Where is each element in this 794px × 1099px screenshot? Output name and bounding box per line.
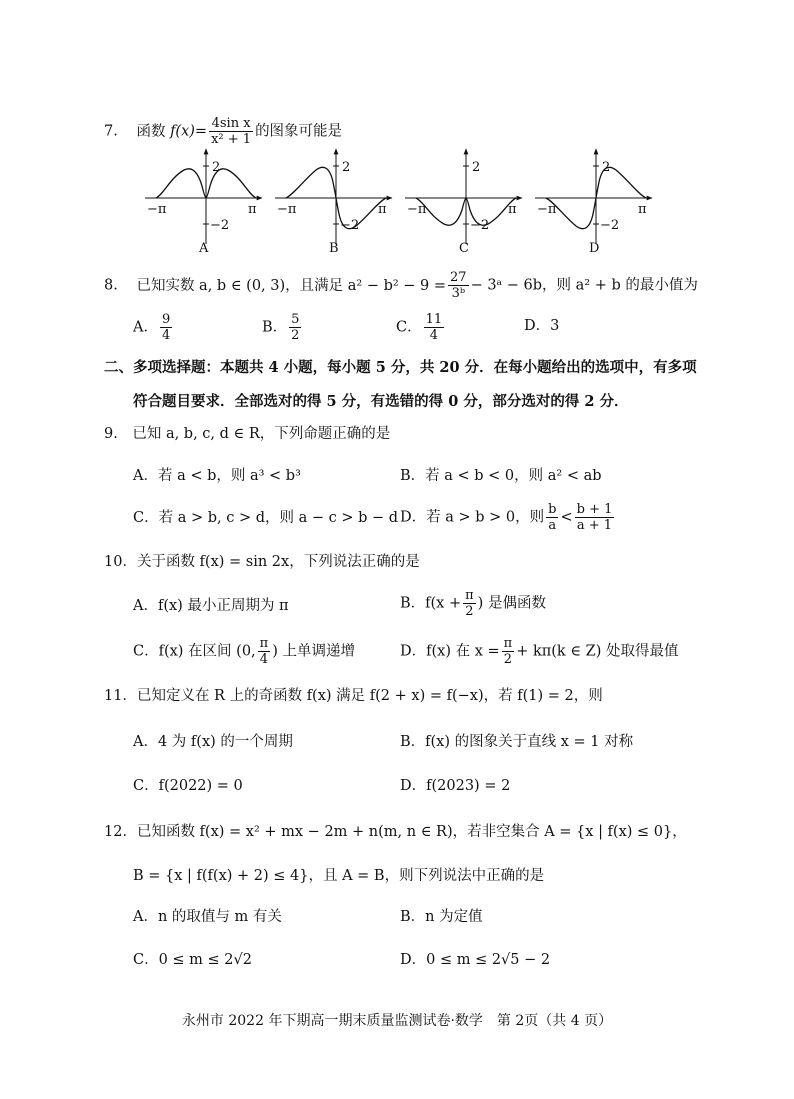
q9-stem: 9. 已知 a, b, c, d ∈ R，下列命题正确的是 — [104, 426, 391, 442]
q12-stem-line2: B = {x | f(f(x) + 2) ≤ 4}，且 A = B，则下列说法中正确的是 — [133, 868, 545, 884]
q8-stem-b: − 3ᵃ − 6b，则 a² + b 的最小值为 — [470, 277, 698, 294]
graph-d — [535, 149, 652, 256]
q9-option-b: B．若 a < b < 0，则 a² < ab — [400, 468, 602, 484]
q8-opt-c-den: 4 — [429, 328, 439, 343]
q7-frac-num: 4sin x — [209, 116, 253, 132]
graph-c-label: C — [459, 241, 469, 256]
graph-d-x-pos-label: π — [638, 202, 647, 217]
q8-option-b — [262, 312, 303, 343]
q8-option-c — [396, 312, 446, 343]
q8-opt-b-den: 2 — [291, 328, 300, 343]
graph-b-y-neg-label: −2 — [340, 218, 360, 233]
q10-opt-d-pre: D．f(x) 在 x = — [400, 643, 500, 660]
graph-c-x-pos-label: π — [508, 202, 517, 217]
q10-option-c — [133, 636, 355, 667]
q8-opt-a-frac — [160, 312, 172, 343]
page-footer: 永州市 2022 年下期高一期末质量监测试卷·数学 第 2页（共 4 页） — [181, 1013, 613, 1029]
q10-opt-b-num: π — [465, 588, 474, 603]
q8-stem-a: 已知实数 a, b ∈ (0, 3)，且满足 a² − b² − 9 = — [136, 277, 447, 294]
q7-fraction — [209, 116, 253, 147]
q11-option-d: D．f(2023) = 2 — [400, 778, 511, 794]
q7-stem — [104, 116, 342, 147]
graph-a-x-pos-label: π — [248, 202, 257, 217]
q11-option-c: C．f(2022) = 0 — [133, 778, 243, 794]
q10-opt-d-num: π — [503, 636, 513, 651]
q10-opt-c-post: ) 上单调递增 — [272, 643, 355, 660]
q9-option-a: A．若 a < b，则 a³ < b³ — [133, 468, 301, 484]
q10-opt-d-post: + kπ(k ∈ Z) 处取得最值 — [516, 643, 679, 660]
graph-c — [405, 149, 522, 256]
q9-opt-d-frac2 — [575, 502, 615, 533]
q10-opt-c-num: π — [259, 636, 269, 651]
q9-opt-d-frac1 — [546, 502, 558, 533]
q9-option-c: C．若 a > b, c > d，则 a − c > b − d — [133, 510, 399, 526]
graph-c-y-neg-label: −2 — [470, 218, 490, 233]
q8-number: 8. — [104, 277, 118, 294]
q11-stem: 11．已知定义在 R 上的奇函数 f(x) 满足 f(2 + x) = f(−x)，若 f(1) = 2，则 — [104, 688, 603, 704]
q10-option-d — [400, 636, 679, 667]
section2-line1: 二、多项选择题：本题共 4 小题，每小题 5 分，共 20 分．在每小题给出的选项中，有多项 — [104, 359, 697, 376]
q12-option-c: C．0 ≤ m ≤ 2√2 — [133, 952, 252, 968]
graph-b — [275, 149, 392, 256]
section2-line2: 符合题目要求．全部选对的得 5 分，有选错的得 0 分，部分选对的得 2 分． — [133, 393, 629, 410]
q8-opt-c-label: C． — [396, 319, 422, 336]
q10-opt-d-den: 2 — [503, 652, 513, 667]
graph-d-x-neg-label: −π — [537, 202, 557, 217]
q10-stem: 10．关于函数 f(x) = sin 2x，下列说法正确的是 — [104, 554, 420, 570]
q10-opt-c-den: 4 — [259, 652, 269, 667]
q10-opt-c-pre: C．f(x) 在区间 (0, — [133, 643, 256, 660]
graph-a-y-label: 2 — [212, 160, 221, 175]
graph-a — [145, 149, 262, 256]
q7-func-lhs: f(x)= — [170, 123, 208, 140]
q12-stem-line1: 12．已知函数 f(x) = x² + mx − 2m + n(m, n ∈ R)，若非空集合 A = {x | f(x) ≤ 0}， — [104, 824, 687, 840]
q11-option-b: B．f(x) 的图象关于直线 x = 1 对称 — [400, 734, 634, 750]
q8-stem — [104, 270, 698, 301]
q9-option-d — [400, 502, 616, 533]
graph-b-y-label: 2 — [342, 160, 351, 175]
q10-option-b — [400, 588, 546, 619]
q8-opt-c-num: 11 — [425, 312, 443, 327]
graph-a-x-neg-label: −π — [147, 202, 167, 217]
q9-opt-d-f1d: a — [548, 518, 557, 533]
q10-option-a: A．f(x) 最小正周期为 π — [133, 598, 289, 614]
q12-option-d: D．0 ≤ m ≤ 2√5 − 2 — [400, 952, 551, 968]
q8-frac-den: 3ᵇ — [451, 286, 466, 301]
q12-option-a: A．n 的取值与 m 有关 — [133, 909, 282, 925]
q11-option-a: A．4 为 f(x) 的一个周期 — [133, 734, 293, 750]
q8-opt-c-frac — [424, 312, 445, 343]
q10-opt-b-pre: B．f(x + — [400, 595, 462, 612]
q10-opt-b-frac — [463, 588, 476, 619]
q9-opt-d-f1n: b — [548, 502, 557, 517]
q8-opt-b-num: 5 — [291, 312, 300, 327]
q8-fraction — [448, 270, 469, 301]
q9-opt-d-f2n: b + 1 — [576, 502, 613, 517]
q8-opt-a-label: A． — [133, 319, 158, 336]
q12-option-b: B．n 为定值 — [400, 909, 483, 925]
q7-number: 7. — [104, 123, 118, 140]
q9-opt-d-f2d: a + 1 — [576, 518, 613, 533]
graph-d-y-label: 2 — [602, 160, 611, 175]
graph-a-label: A — [199, 241, 209, 256]
q8-opt-b-label: B． — [262, 319, 288, 336]
graph-b-x-pos-label: π — [378, 202, 387, 217]
q7-frac-den: x² + 1 — [211, 132, 252, 147]
q10-opt-b-den: 2 — [465, 604, 474, 619]
q9-opt-d-lt: < — [560, 509, 573, 526]
q8-option-d: D．3 — [524, 318, 560, 334]
q7-graphs — [140, 146, 670, 258]
graph-c-y-label: 2 — [472, 160, 481, 175]
q7-tail: 的图象可能是 — [255, 123, 343, 140]
q10-opt-d-frac — [502, 636, 515, 667]
q8-frac-num: 27 — [450, 270, 467, 285]
graph-a-y-neg-label: −2 — [210, 218, 230, 233]
q8-opt-a-den: 4 — [161, 328, 171, 343]
q8-opt-b-frac — [289, 312, 301, 343]
graph-c-x-neg-label: −π — [407, 202, 427, 217]
graph-b-label: B — [329, 241, 339, 256]
q10-opt-c-frac — [258, 636, 271, 667]
q8-option-a — [133, 312, 174, 343]
graph-d-label: D — [589, 241, 600, 256]
q7-lead: 函数 — [136, 123, 166, 140]
q8-opt-a-num: 9 — [161, 312, 171, 327]
q10-opt-b-post: ) 是偶函数 — [477, 595, 546, 612]
graph-d-y-neg-label: −2 — [600, 218, 620, 233]
q9-opt-d-pre: D．若 a > b > 0，则 — [400, 509, 545, 526]
graph-b-x-neg-label: −π — [277, 202, 297, 217]
